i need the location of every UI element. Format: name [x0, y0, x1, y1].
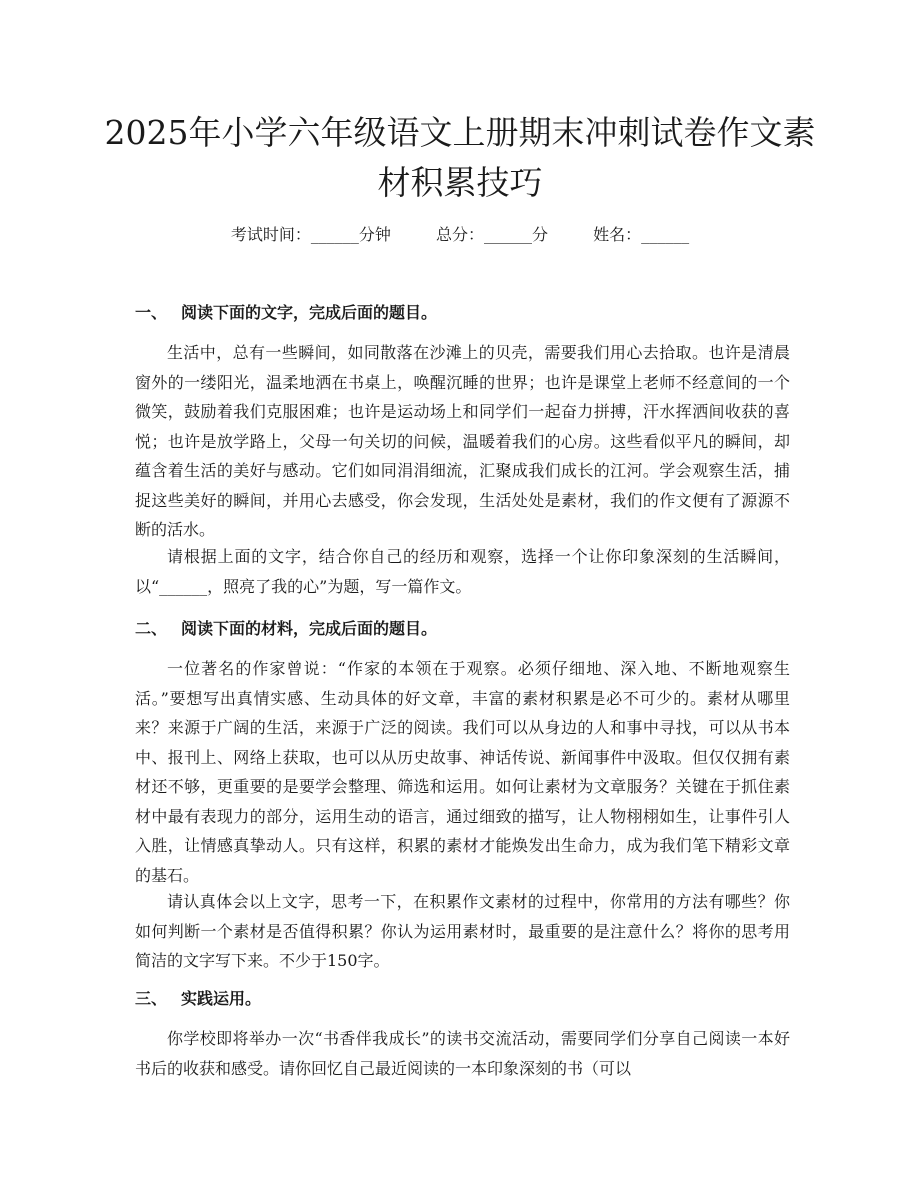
section-1-number: 一、	[135, 303, 168, 322]
section-3-heading-text: 实践运用。	[181, 989, 262, 1008]
exam-info	[0, 224, 920, 246]
section-2-paragraph-1: 一位著名的作家曾说：“作家的本领在于观察。必须仔细地、深入地、不断地观察生活。”要想写出真情实感、生动具体的好文章，丰富的素材积累是必不可少的。素材从哪里来？来源于广阔的生活，来源于广泛的阅读。我们可以从身边的人和事中寻找，可以从书本中、报刊上、网络上获取，也可以从历史故事、神话传说、新闻事件中汲取。但仅仅拥有素材还不够，更重要的是要学会整理、筛选和运用。如何让素材为文章服务？关键在于抓住素材中最有表现力的部分，运用生动的语言，通过细致的描写，让人物栩栩如生，让事件引人入胜，让情感真挚动人。只有这样，积累的素材才能焕发出生命力，成为我们笔下精彩文章的基石。	[135, 659, 790, 885]
page-title: 2025年小学六年级语文上册期末冲刺试卷作文素材积累技巧	[104, 113, 816, 202]
total-score-field: 总分：______分	[435, 225, 548, 244]
section-2-heading-text: 阅读下面的材料，完成后面的题目。	[181, 619, 438, 638]
section-1-paragraph-2: 请根据上面的文字，结合你自己的经历和观察，选择一个让你印象深刻的生活瞬间，以“______，照亮了我的心”为题，写一篇作文。	[135, 547, 790, 596]
section-3-heading	[135, 988, 261, 1010]
section-3-number: 三、	[135, 989, 168, 1008]
section-2-paragraph-2: 请认真体会以上文字，思考一下，在积累作文素材的过程中，你常用的方法有哪些？你如何判断一个素材是否值得积累？你认为运用素材时，最重要的是注意什么？将你的思考用简洁的文字写下来。不少于150字。	[135, 892, 790, 970]
section-2-heading	[135, 618, 437, 640]
exam-time-field: 考试时间：______分钟	[230, 225, 391, 244]
section-1-heading	[135, 302, 437, 324]
section-3-paragraph-1: 你学校即将举办一次“书香伴我成长”的读书交流活动，需要同学们分享自己阅读一本好书后的收获和感受。请你回忆自己最近阅读的一本印象深刻的书（可以	[135, 1029, 790, 1078]
student-name-field: 姓名：______	[593, 225, 690, 244]
section-1-paragraph-1: 生活中，总有一些瞬间，如同散落在沙滩上的贝壳，需要我们用心去拾取。也许是清晨窗外的一缕阳光，温柔地洒在书桌上，唤醒沉睡的世界；也许是课堂上老师不经意间的一个微笑，鼓励着我们克服困难；也许是运动场上和同学们一起奋力拼搏，汗水挥洒间收获的喜悦；也许是放学路上，父母一句关切的问候，温暖着我们的心房。这些看似平凡的瞬间，却蕴含着生活的美好与感动。它们如同涓涓细流，汇聚成我们成长的江河。学会观察生活，捕捉这些美好的瞬间，并用心去感受，你会发现，生活处处是素材，我们的作文便有了源源不断的活水。	[135, 343, 790, 539]
section-2-number: 二、	[135, 619, 168, 638]
section-1-heading-text: 阅读下面的文字，完成后面的题目。	[181, 303, 438, 322]
